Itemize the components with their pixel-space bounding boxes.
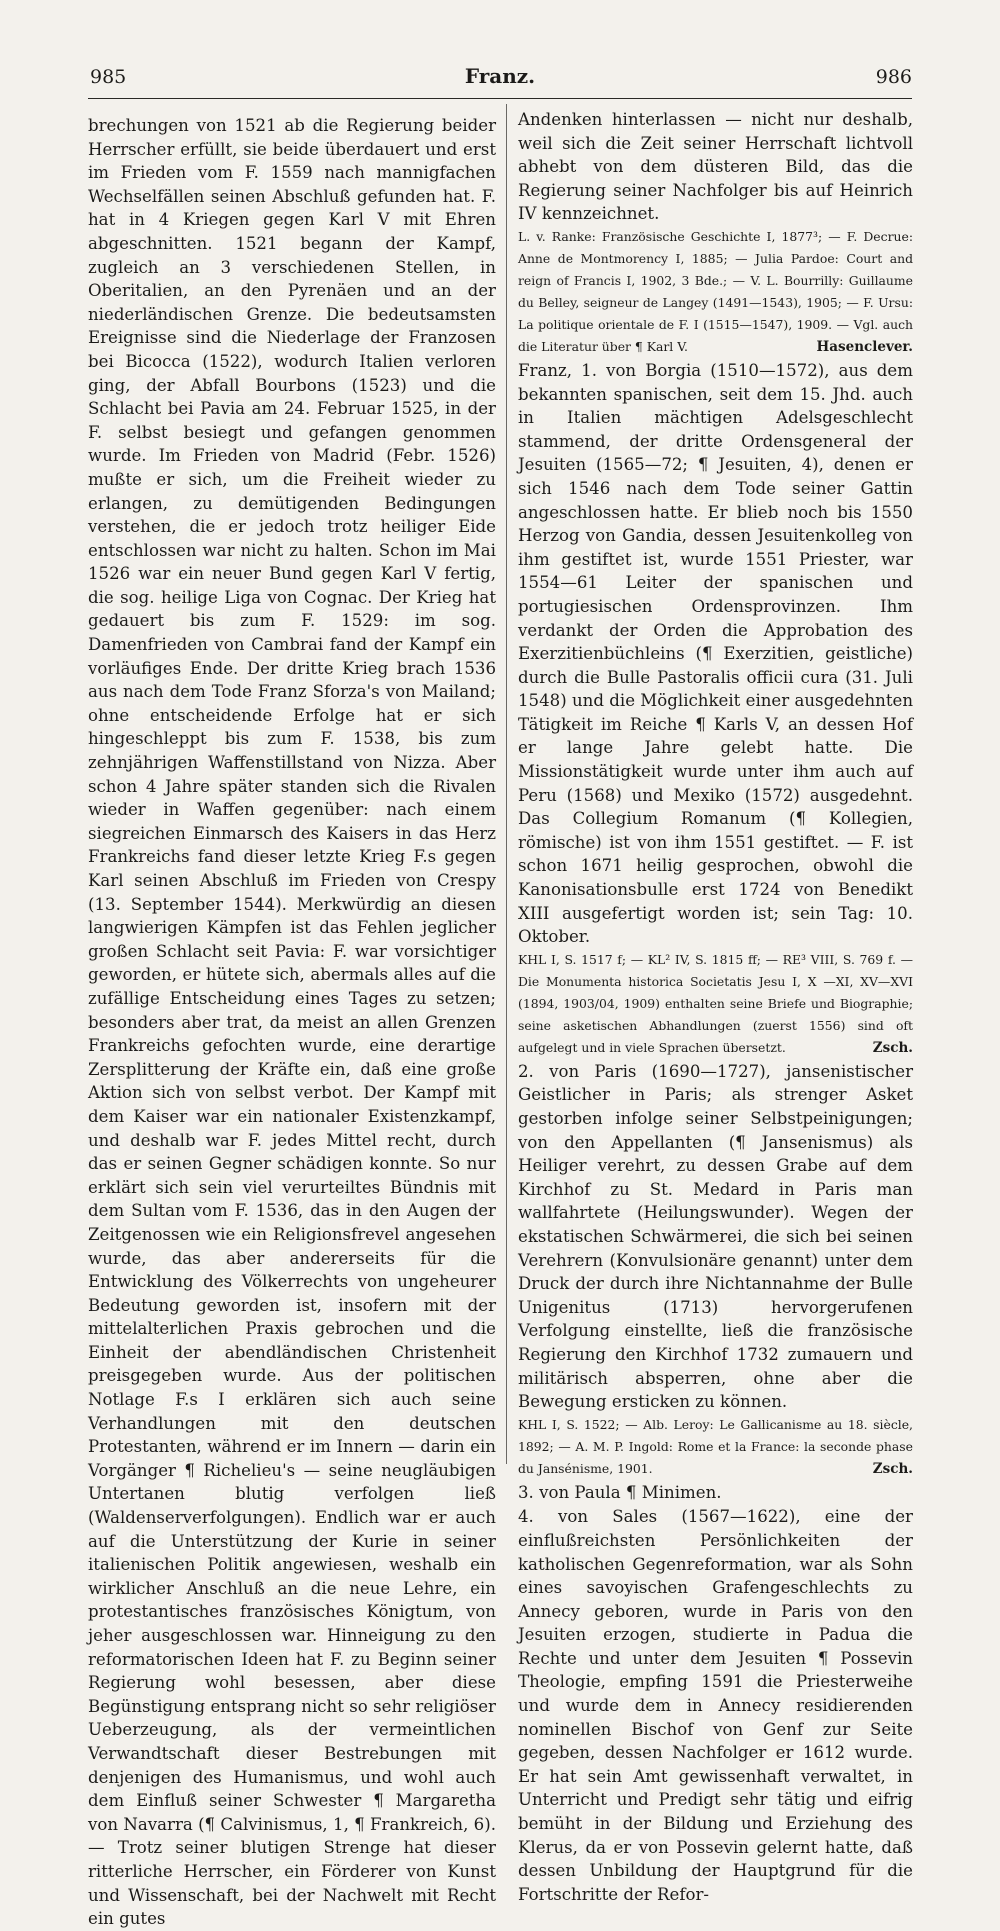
entry-paula: 3. von Paula ¶ Minimen. xyxy=(518,1482,722,1502)
running-title: Franz. xyxy=(464,64,536,88)
entry-borgia: Franz, 1. von Borgia (1510—1572), aus dem bekannten spanischen, seit dem 15. Jhd. auch in Italien mächtigen Adelsgeschlecht stammend, der dritte Ordensgeneral der Jesuiten (1565—72; ¶ Jesuiten, 4), denen er sich 1546 nach dem Tode seiner Gattin angeschlossen hatte. Er blieb noch bis 1550 Herzog von Gandia, dessen Jesuitenkolleg von ihm gestiftet ist, wurde 1551 Priester, war 1554—61 Leiter der spanischen und portugiesischen Ordensprovinzen. Ihm verdankt der Orden die Approbation des Exerzitienbüchleins (¶ Exerzitien, geistliche) durch die Bulle Pastoralis officii cura (31. Juli 1548) und die Möglichkeit einer ausgedehnten Tätigkeit im Reiche ¶ Karls V, an dessen Hof er lange Jahre gelebt hatte. Die Missionstätigkeit wurde unter ihm auch auf Peru (1568) und Mexiko (1572) ausgedehnt. Das Collegium Romanum (¶ Kollegien, römische) ist von ihm 1551 gestiftet. — F. ist schon 1671 heilig gesprochen, obwohl die Kanonisationsbulle erst 1724 von Benedikt XIII ausgefertigt worden ist; sein Tag: 10. Oktober. xyxy=(518,360,913,947)
column-divider xyxy=(506,104,507,1464)
bibliography-2 xyxy=(518,949,913,1059)
bibliography-3-text: KHL I, S. 1522; — Alb. Leroy: Le Gallicanisme au 18. siècle, 1892; — A. M. P. Ingold: Rome et la France: la seconde phase du Jansénisme, 1901. xyxy=(518,1416,913,1476)
intro-paragraph: Andenken hinterlassen — nicht nur deshalb, weil sich die Zeit seiner Herrschaft lichtvoll abhebt von dem düsteren Bild, das die Regierung seiner Nachfolger bis auf Heinrich IV kennzeichnet. xyxy=(518,110,913,224)
page-number-right: 986 xyxy=(875,66,912,88)
left-column-text: brechungen von 1521 ab die Regierung beider Herrscher erfüllt, sie beide überdauert und erst im Frieden vom F. 1559 nach mannigfachen Wechselfällen seinen Abschluß gefunden hat. F. hat in 4 Kriegen gegen Karl V mit Ehren abgeschnitten. 1521 begann der Kampf, zugleich an 3 verschiedenen Stellen, in Oberitalien, an den Pyrenäen und an der niederländischen Grenze. Die bedeutsamsten Ereignisse sind die Niederlage der Franzosen bei Bicocca (1522), wodurch Italien verloren ging, der Abfall Bourbons (1523) und die Schlacht bei Pavia am 24. Februar 1525, in der F. selbst besiegt und gefangen genommen wurde. Im Frieden von Madrid (Febr. 1526) mußte er sich, um die Freiheit wieder zu erlangen, zu demütigenden Bedingungen verstehen, die er jedoch trotz heiliger Eide entschlossen war nicht zu halten. Schon im Mai 1526 war ein neuer Bund gegen Karl V fertig, die sog. heilige Liga von Cognac. Der Krieg hat gedauert bis zum F. 1529: im sog. Damenfrieden von Cambrai fand der Kampf ein vorläufiges Ende. Der dritte Krieg brach 1536 aus nach dem Tode Franz Sforza's von Mailand; ohne entscheidende Erfolge hat er sich hingeschleppt bis zum F. 1538, bis zum zehnjährigen Waffenstillstand von Nizza. Aber schon 4 Jahre später standen sich die Rivalen wieder in Waffen gegenüber: nach einem siegreichen Einmarsch des Kaisers in das Herz Frankreichs fand dieser letzte Krieg F.s gegen Karl seinen Abschluß im Frieden von Crespy (13. September 1544). Merkwürdig an diesen langwierigen Kämpfen ist das Fehlen jeglicher großen Schlacht seit Pavia: F. war vorsichtiger geworden, er hütete sich, abermals alles auf die zufällige Entscheidung eines Tages zu setzen; besonders aber trat, da meist an allen Grenzen Frankreichs gefochten wurde, eine derartige Zersplitterung der Kräfte ein, daß eine große Aktion sich von selbst verbot. Der Kampf mit dem Kaiser war ein nationaler Existenzkampf, und deshalb war F. jedes Mittel recht, durch das er seinen Gegner schädigen konnte. So nur erklärt sich sein viel verurteiltes Bündnis mit dem Sultan vom F. 1536, das in den Augen der Zeitgenossen wie ein Religionsfrevel angesehen wurde, das aber andererseits für die Entwicklung des Völkerrechts von ungeheurer Bedeutung geworden ist, insofern mit der mittelalterlichen Praxis gebrochen und die Einheit der abendländischen Christenheit preisgegeben wurde. Aus der politischen Notlage F.s I erklären sich auch seine Verhandlungen mit den deutschen Protestanten, während er im Innern — darin ein Vorgänger ¶ Richelieu's — seine neugläubigen Untertanen blutig verfolgen ließ (Waldenserverfolgungen). Endlich war er auch auf die Unterstützung der Kurie in seiner italienischen Politik angewiesen, weshalb ein wirklicher Anschluß an die neue Lehre, ein protestantisches französisches Königtum, von jeher ausgeschlossen war. Hinneigung zu den reformatorischen Ideen hat F. zu Beginn seiner Regierung wohl besessen, aber diese Begünstigung entsprang nicht so sehr religiöser Ueberzeugung, als der vermeintlichen Verwandtschaft dieser Bestrebungen mit denjenigen des Humanismus, und wohl auch dem Einfluß seiner Schwester ¶ Margaretha von Navarra (¶ Calvinismus, 1, ¶ Frankreich, 6). — Trotz seiner blutigen Strenge hat dieser ritterliche Herrscher, ein Förderer von Kunst und Wissenschaft, bei der Nachwelt mit Recht ein gutes xyxy=(88,116,496,1929)
right-column xyxy=(518,108,913,1906)
bibliography-1 xyxy=(518,226,913,358)
entry-sales: 4. von Sales (1567—1622), eine der einflußreichsten Persönlichkeiten der katholischen Gegenreformation, war als Sohn eines savoyischen Grafengeschlechts zu Annecy geboren, wurde in Paris von den Jesuiten erzogen, studierte in Padua die Rechte und unter dem Jesuiten ¶ Possevin Theologie, empfing 1591 die Priesterweihe und wurde dem in Annecy residierenden nominellen Bischof von Genf zur Seite gegeben, dessen Nachfolger er 1612 wurde. Er hat sein Amt gewissenhaft verwaltet, in Unterricht und Predigt sehr tätig und eifrig bemüht in der Bildung und Erziehung des Klerus, da er von Possevin gelernt hatte, daß dessen Unbildung der Hauptgrund für die Fortschritte der Refor- xyxy=(518,1507,913,1904)
author-signature-3: Zsch. xyxy=(872,1460,913,1477)
bibliography-3 xyxy=(518,1414,913,1480)
bibliography-2-text: KHL I, S. 1517 f; — KL² IV, S. 1815 ff; — RE³ VIII, S. 769 f. — Die Monumenta historica Societatis Jesu I, X —XI, XV—XVI (1894, 1903/04, 1909) enthalten seine Briefe und Biographie; seine asketischen Abhandlungen (zuerst 1556) sind oft aufgelegt und in viele Sprachen übersetzt. xyxy=(518,951,913,1055)
bibliography-1-text: L. v. Ranke: Französische Geschichte I, 1877³; — F. Decrue: Anne de Montmorency I, 1885; — Julia Pardoe: Court and reign of Francis I, 1902, 3 Bde.; — V. L. Bourrilly: Guillaume du Belley, seigneur de Langey (1491—1543), 1905; — F. Ursu: La politique orientale de F. I (1515—1547), 1909. — Vgl. auch die Literatur über ¶ Karl V. xyxy=(518,228,913,354)
left-column xyxy=(88,114,496,1931)
author-signature-1: Hasenclever. xyxy=(816,338,913,355)
author-signature-2: Zsch. xyxy=(872,1039,913,1056)
page-number-left: 985 xyxy=(90,66,127,88)
page-header xyxy=(88,58,912,99)
entry-paris: 2. von Paris (1690—1727), jansenistischer Geistlicher in Paris; als strenger Asket gestorben infolge seiner Selbstpeinigungen; von den Appellanten (¶ Jansenismus) als Heiliger verehrt, zu dessen Grabe auf dem Kirchhof zu St. Medard in Paris man wallfahrtete (Heilungswunder). Wegen der ekstatischen Schwärmerei, die sich bei seinen Verehrern (Konvulsionäre genannt) unter dem Druck der durch ihre Nichtannahme der Bulle Unigenitus (1713) hervorgerufenen Verfolgung einstellte, ließ die französische Regierung den Kirchhof 1732 zumauern und militärisch absperren, ohne aber die Bewegung ersticken zu können. xyxy=(518,1061,913,1412)
